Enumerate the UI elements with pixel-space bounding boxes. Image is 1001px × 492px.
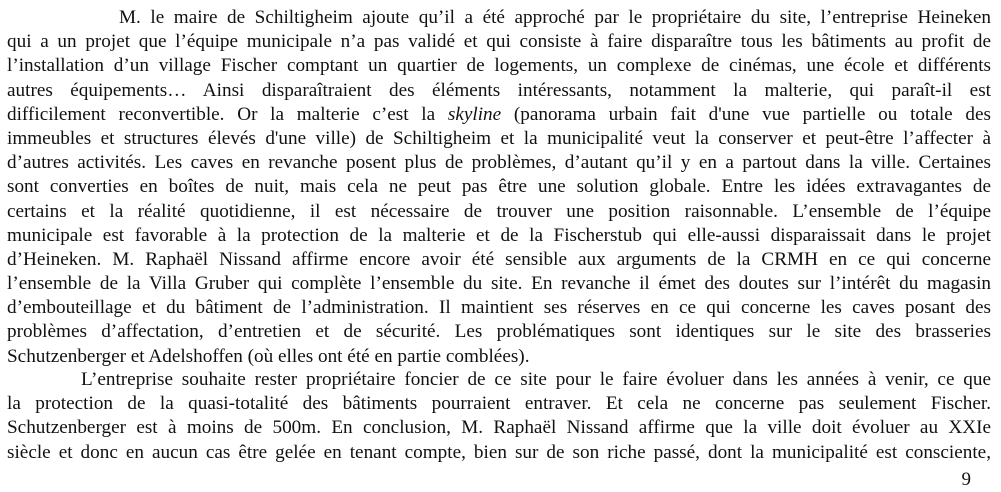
text-line: L’entreprise souhaite rester propriétaire foncier de ce site pour le faire évoluer dans les années à venir, ce que — [81, 369, 991, 390]
text-segment: difficilement reconvertible. Or la malterie c’est la — [7, 103, 448, 125]
text-line: sont converties en boîtes de nuit, mais cela ne peut pas être une solution globale. Entre les idées extravagantes de — [7, 176, 991, 198]
paragraph-1 — [7, 6, 991, 369]
text-line: siècle et donc en aucun cas être gelée en tenant compte, bien sur de son riche passé, dont la municipalité est consciente, — [7, 441, 991, 463]
text-line: M. le maire de Schiltigheim ajoute qu’il a été approché par le propriétaire du site, l’entreprise Heineken — [119, 7, 991, 28]
page-number: 9 — [961, 469, 971, 490]
text-line: Schutzenberger et Adelshoffen (où elles ont été en partie comblées). — [7, 345, 530, 367]
text-line: Schutzenberger est à moins de 500m. En conclusion, M. Raphaël Nissand affirme que la ville doit évoluer au XXIe — [7, 417, 991, 439]
text-line: d’embouteillage et du bâtiment de l’administration. Il maintient ses réserves en ce qui concerne les caves posant des — [7, 297, 991, 319]
text-line: l’installation d’un village Fischer comptant un quartier de logements, un complexe de cinémas, une école et différents — [7, 55, 991, 77]
text-line: qui a un projet que l’équipe municipale n’a pas validé et qui consiste à faire disparaître tous les bâtiments au profit de — [7, 31, 991, 53]
text-line: d’autres activités. Les caves en revanche posent plus de problèmes, d’autant qu’il y en a partout dans la ville. Certaines — [7, 152, 991, 174]
italic-term: skyline — [447, 103, 502, 125]
paragraph-2 — [7, 368, 991, 465]
text-line: d’Heineken. M. Raphaël Nissand affirme encore avoir été sensible aux arguments de la CRMH en ce qui concerne — [7, 248, 991, 270]
text-line: municipale est favorable à la protection de la malterie et de la Fischerstub qui elle-aussi disparaissait dans le projet — [7, 224, 991, 246]
text-line: problèmes d’affectation, d’entretien et de sécurité. Les problématiques sont identiques sur le site des brasseries — [7, 321, 991, 343]
text-line: certains et la réalité quotidienne, il est nécessaire de trouver une position raisonnable. L’ensemble de l’équipe — [7, 200, 991, 222]
text-line: immeubles et structures élevés d'une ville) de Schiltigheim et la municipalité veut la conserver et peut-être l’affecter à — [7, 127, 991, 149]
text-line: la protection de la quasi-totalité des bâtiments pourraient entraver. Et cela ne concerne pas seulement Fischer. — [7, 393, 991, 415]
text-line: l’ensemble de la Villa Gruber qui complète l’ensemble du site. En revanche il émet des doutes sur l’intérêt du magasin — [7, 273, 991, 295]
text-line: autres équipements… Ainsi disparaîtraient des éléments intéressants, notamment la malterie, qui paraît-il est — [7, 79, 991, 101]
text-line — [7, 103, 991, 127]
text-segment: (panorama urbain fait d'une vue partielle ou totale des — [501, 103, 991, 125]
